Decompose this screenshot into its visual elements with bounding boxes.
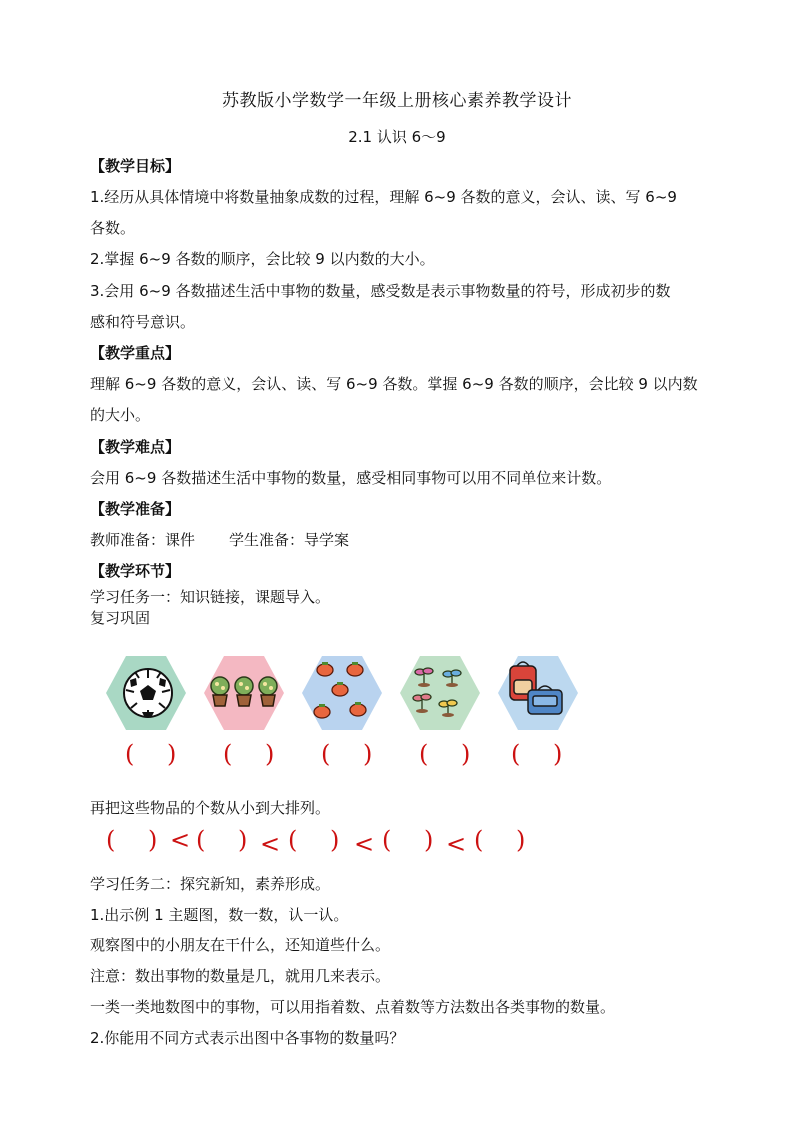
paren-close: ) — [461, 740, 471, 768]
objective-1-line-2: 各数。 — [90, 219, 136, 237]
paren-open: ( — [196, 826, 206, 854]
paren-close: ) — [148, 826, 158, 854]
plant-3 — [259, 677, 277, 706]
document-title: 苏教版小学数学一年级上册核心素养教学设计 — [222, 91, 572, 111]
steps-heading: 【教学环节】 — [90, 562, 181, 580]
sprouts-picture — [400, 654, 480, 732]
objectives-heading: 【教学目标】 — [90, 157, 181, 175]
objective-2: 2.掌握 6~9 各数的顺序，会比较 9 以内数的大小。 — [90, 250, 435, 268]
step-1: 1.出示例 1 主题图，数一数，认一认。 — [90, 906, 349, 924]
paren-open: ( — [474, 826, 484, 854]
potted-plants-picture — [204, 654, 284, 732]
note-text: 注意：数出事物的数量是几，就用几来表示。 — [90, 967, 391, 985]
paren-open: ( — [382, 826, 392, 854]
lesson-title: 2.1 认识 6～9 — [348, 128, 446, 146]
order-prompt: 再把这些物品的个数从小到大排列。 — [90, 799, 331, 817]
review-label: 复习巩固 — [90, 609, 151, 627]
plant-2 — [235, 677, 253, 706]
paren-close: ) — [330, 826, 340, 854]
paren-open: ( — [419, 740, 429, 768]
paren-close: ) — [265, 740, 275, 768]
count-answer-row — [106, 740, 576, 774]
step-2: 2.你能用不同方式表示出图中各事物的数量吗？ — [90, 1029, 405, 1047]
difficulty-text: 会用 6~9 各数描述生活中事物的数量，感受相同事物可以用不同单位来计数。 — [90, 469, 612, 487]
task-1: 学习任务一：知识链接，课题导入。 — [90, 588, 331, 606]
task-2: 学习任务二：探究新知，素养形成。 — [90, 875, 331, 893]
objective-3-line-1: 3.会用 6~9 各数描述生活中事物的数量，感受数是表示事物数量的符号，形成初步的数 — [90, 282, 671, 300]
objective-1-line-1: 1.经历从具体情境中将数量抽象成数的过程，理解 6~9 各数的意义，会认、读、写 6~9 — [90, 188, 677, 206]
preparation-line — [90, 530, 712, 550]
less-than-sign: < — [170, 826, 191, 854]
plant-1 — [211, 677, 229, 706]
method-text: 一类一类地数图中的事物，可以用指着数、点着数等方法数出各类事物的数量。 — [90, 998, 616, 1016]
paren-close: ) — [553, 740, 563, 768]
student-preparation: 学生准备：导学案 — [229, 531, 350, 549]
less-than-sign: < — [260, 830, 281, 858]
tomatoes-picture — [302, 654, 382, 732]
paren-open: ( — [288, 826, 298, 854]
paren-open: ( — [125, 740, 135, 768]
football-picture — [106, 654, 186, 732]
counting-pictures — [106, 654, 576, 734]
paren-close: ) — [238, 826, 248, 854]
teacher-preparation: 教师准备：课件 — [90, 531, 196, 549]
paren-open: ( — [106, 826, 116, 854]
less-than-sign: < — [354, 830, 375, 858]
paren-close: ) — [516, 826, 526, 854]
key-points-heading: 【教学重点】 — [90, 344, 181, 362]
paren-open: ( — [511, 740, 521, 768]
paren-close: ) — [424, 826, 434, 854]
paren-close: ) — [363, 740, 373, 768]
hexagon-background — [400, 656, 480, 730]
paren-close: ) — [167, 740, 177, 768]
order-answer-row — [100, 826, 540, 862]
objective-3-line-2: 感和符号意识。 — [90, 313, 196, 331]
difficulty-heading: 【教学难点】 — [90, 438, 181, 456]
key-points-line-2: 的大小。 — [90, 406, 151, 424]
observe-text: 观察图中的小朋友在干什么，还知道些什么。 — [90, 936, 391, 954]
backpacks-picture — [498, 654, 578, 732]
preparation-heading: 【教学准备】 — [90, 500, 181, 518]
paren-open: ( — [223, 740, 233, 768]
less-than-sign: < — [446, 830, 467, 858]
paren-open: ( — [321, 740, 331, 768]
key-points-line-1: 理解 6~9 各数的意义，会认、读、写 6~9 各数。掌握 6~9 各数的顺序，会比较 9 以内数 — [90, 375, 698, 393]
